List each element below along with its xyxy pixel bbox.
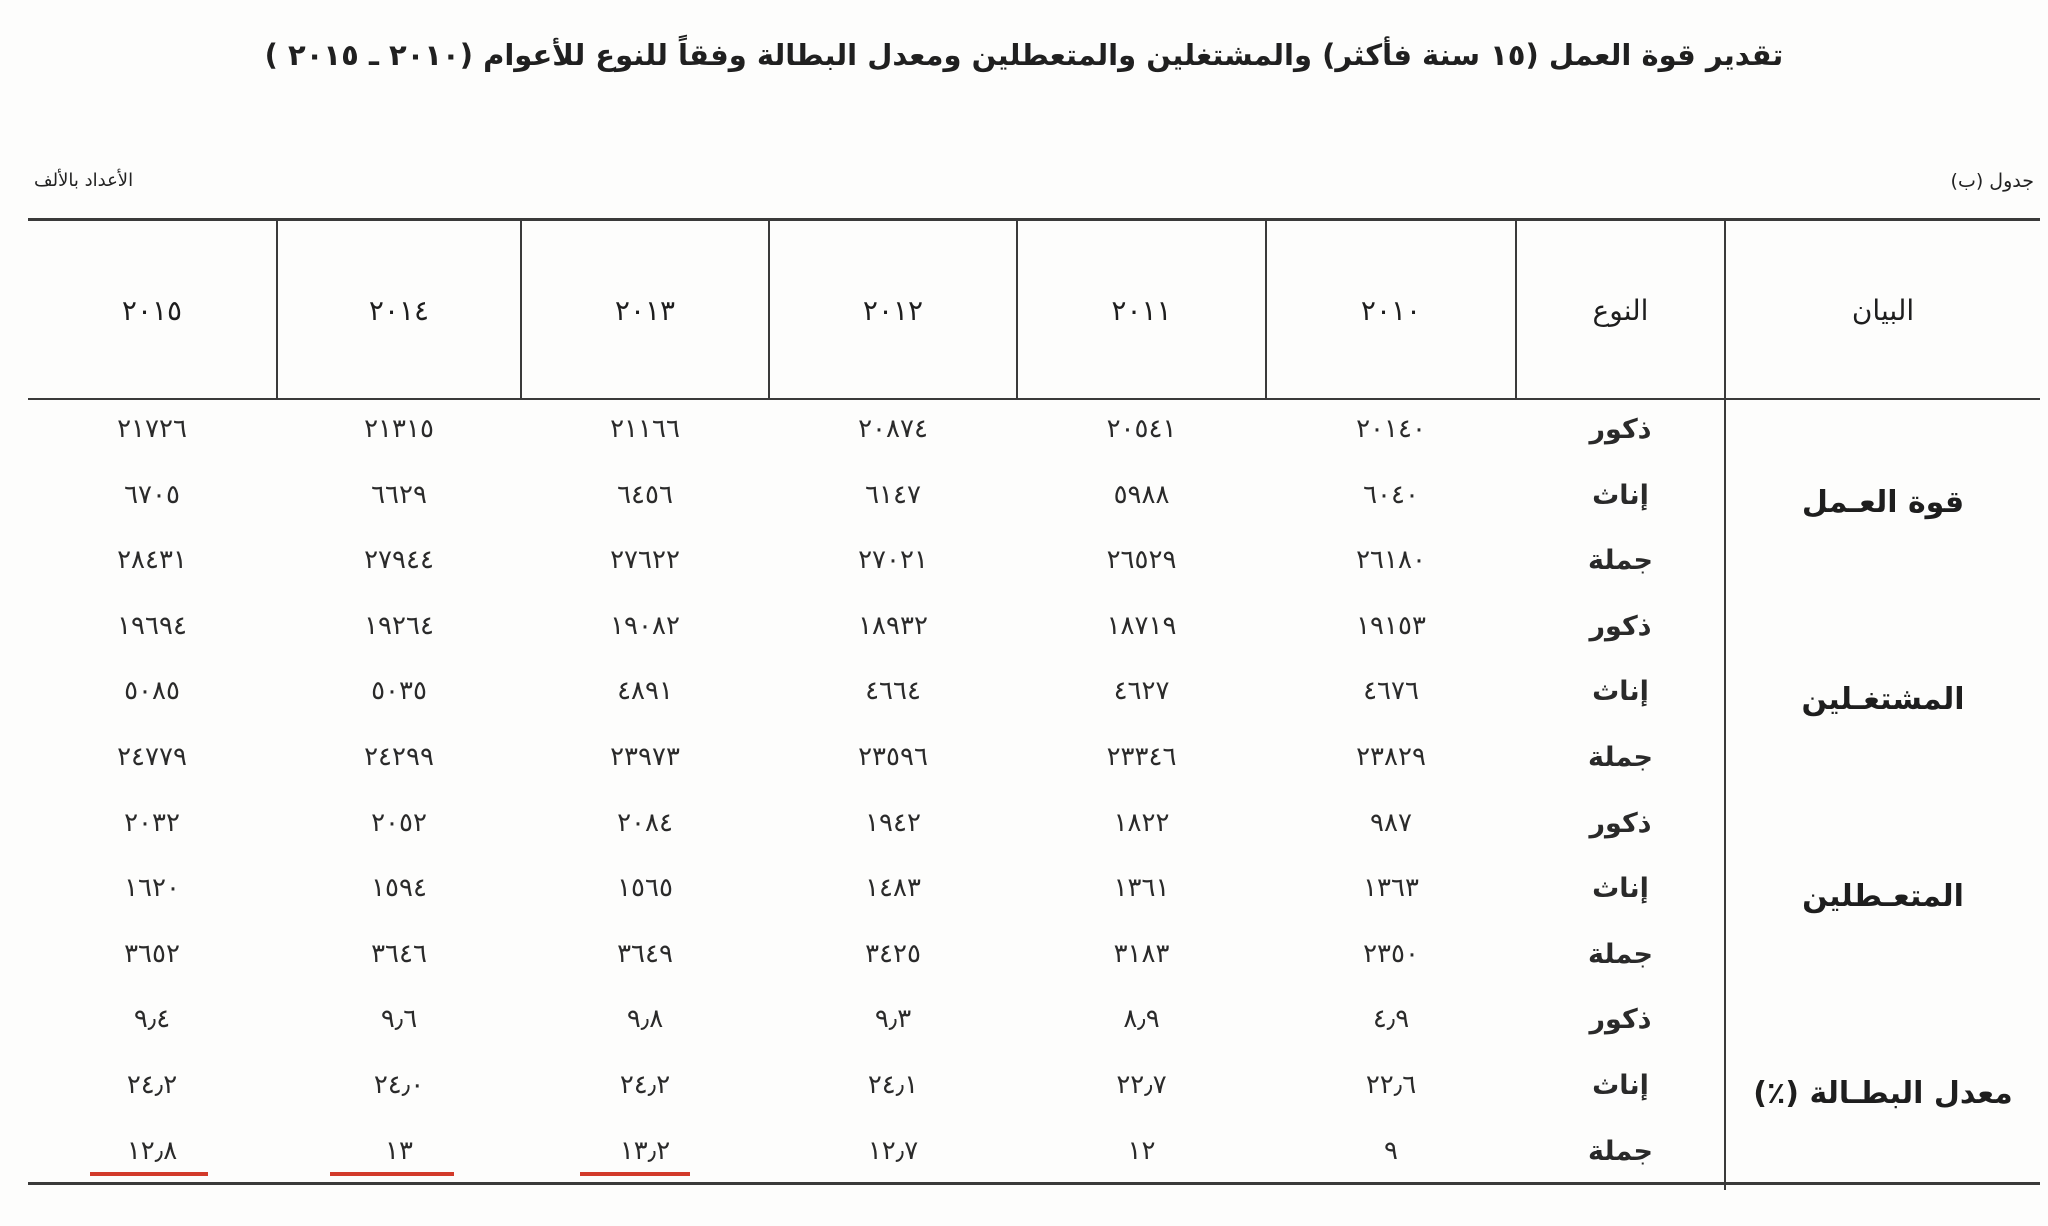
gender-cell: جملة (1588, 1135, 1653, 1167)
category-labor-force: قوة العـمل (1801, 485, 1965, 520)
table-cell: ٣٦٥٢ (124, 939, 180, 969)
table-cell: ١٣ (385, 1136, 413, 1166)
table-cell: ٢٤٫٠ (373, 1070, 425, 1100)
category-unemployment-rate: معدل البطـالة (٪) (1753, 1076, 2013, 1111)
table-cell: ٢١٧٢٦ (117, 414, 187, 444)
table-cell: ٢٠٣٢ (124, 808, 180, 838)
table-cell: ٢٤٢٩٩ (364, 742, 434, 772)
table-cell: ١٤٨٣ (865, 873, 921, 903)
table-cell: ٨٫٩ (1123, 1004, 1160, 1034)
table-cell: ١٣٦٣ (1363, 873, 1419, 903)
table-cell: ٢٣٣٤٦ (1106, 742, 1177, 772)
table-cell: ١٦٢٠ (124, 873, 180, 903)
table-cell: ٤٨٩١ (617, 676, 673, 706)
table-cell: ١٩١٥٣ (1356, 611, 1426, 641)
table-cell: ٩٫٤ (133, 1004, 171, 1034)
table-cell: ٢١٣١٥ (364, 414, 434, 444)
header-gender: النوع (1592, 293, 1649, 327)
gender-cell: ذكور (1589, 610, 1652, 642)
table-cell: ٥٠٨٥ (124, 676, 180, 706)
header-year-2013: ٢٠١٣ (614, 293, 676, 327)
table-cell: ٢٠١٤٠ (1356, 414, 1426, 444)
table-cell: ٦٤٥٦ (617, 480, 673, 510)
table-cell: ٤٦٢٧ (1113, 676, 1170, 706)
table-cell: ٤٦٧٦ (1363, 676, 1419, 706)
table-cell: ٣١٨٣ (1113, 939, 1170, 969)
table-cell: ٢٢٫٧ (1116, 1070, 1167, 1100)
table-cell: ١٥٦٥ (617, 873, 673, 903)
table-cell: ٦١٤٧ (865, 480, 921, 510)
table-cell: ٢٠٥٢ (371, 808, 427, 838)
header-year-2015: ٢٠١٥ (121, 293, 183, 327)
table-cell: ١٨٧١٩ (1106, 611, 1177, 641)
header-bottom-rule (28, 398, 2040, 400)
table-cell: ٥٩٨٨ (1113, 480, 1170, 510)
table-cell: ٢٠٨٤ (617, 808, 673, 838)
header-statement: البيان (1851, 293, 1915, 327)
table-cell: ٤٦٦٤ (865, 676, 921, 706)
table-cell: ٩٫٦ (380, 1004, 418, 1034)
gender-cell: جملة (1588, 741, 1653, 773)
header-year-2012: ٢٠١٢ (862, 293, 924, 327)
gender-cell: جملة (1588, 544, 1653, 576)
table-cell: ٤٫٩ (1372, 1004, 1410, 1034)
gender-cell: إناث (1592, 872, 1649, 904)
table-cell: ٢٠٥٤١ (1106, 414, 1177, 444)
table-cell: ١٢٫٧ (867, 1136, 919, 1166)
table-cell: ٢٦١٨٠ (1356, 545, 1426, 575)
table-cell: ٢٨٤٣١ (117, 545, 187, 575)
gender-cell: ذكور (1589, 807, 1652, 839)
gender-cell: ذكور (1589, 413, 1652, 445)
table-cell: ٢٣٨٢٩ (1356, 742, 1426, 772)
table-cell: ٣٤٢٥ (865, 939, 921, 969)
header-year-2014: ٢٠١٤ (368, 293, 430, 327)
table-cell: ١٣٫٢ (619, 1136, 671, 1166)
category-unemployed: المتعـطلين (1802, 879, 1964, 914)
table-cell: ٢٤٫١ (867, 1070, 919, 1100)
highlight-underline-2014 (330, 1172, 454, 1176)
table-cell: ٢١١٦٦ (610, 414, 680, 444)
table-cell: ٢٠٨٧٤ (858, 414, 928, 444)
table-cell: ٣٦٤٦ (371, 939, 427, 969)
gender-cell: ذكور (1589, 1003, 1652, 1035)
table-cell: ١٢ (1127, 1136, 1156, 1166)
table-cell: ١٩٢٦٤ (364, 611, 434, 641)
table-cell: ٢٤٫٢ (126, 1070, 178, 1100)
table-cell: ٦٦٢٩ (371, 480, 427, 510)
gender-cell: إناث (1592, 1069, 1649, 1101)
header-year-2011: ٢٠١١ (1111, 293, 1172, 327)
table-cell: ٦٧٠٥ (124, 480, 180, 510)
table-cell: ٩ (1384, 1136, 1398, 1166)
highlight-underline-2013 (580, 1172, 690, 1176)
table-cell: ٢٣٥٠ (1363, 939, 1419, 969)
table-cell: ٢٤٫٢ (619, 1070, 671, 1100)
table-cell: ١٩٠٨٢ (610, 611, 680, 641)
table-cell: ٢٦٥٢٩ (1106, 545, 1177, 575)
table-cell: ٩٫٨ (626, 1004, 664, 1034)
table-cell: ١٩٦٩٤ (117, 611, 187, 641)
table-cell: ٢٣٩٧٣ (610, 742, 680, 772)
highlight-underline-2015 (90, 1172, 208, 1176)
table-cell: ٥٠٣٥ (371, 676, 427, 706)
table-cell: ١٩٤٢ (865, 808, 921, 838)
table-cell: ١٨٢٢ (1113, 808, 1170, 838)
gender-cell: إناث (1592, 479, 1649, 511)
table-cell: ١٣٦١ (1113, 873, 1170, 903)
table-label: جدول (ب) (1950, 170, 2034, 192)
category-employed: المشتغـلين (1801, 682, 1965, 717)
table-cell: ٢٢٫٦ (1365, 1070, 1417, 1100)
table-top-rule (28, 218, 2040, 221)
table-cell: ١٢٫٨ (126, 1136, 178, 1166)
table-cell: ٢٧٠٢١ (858, 545, 928, 575)
table-cell: ٢٤٧٧٩ (117, 742, 187, 772)
page-title: تقدير قوة العمل (١٥ سنة فأكثر) والمشتغلين والمتعطلين ومعدل البطالة وفقاً للنوع للأعوام (٢٠١٠ ـ ٢٠١٥ ) (264, 38, 1784, 72)
table-cell: ١٥٩٤ (371, 873, 427, 903)
table-cell: ٣٦٤٩ (617, 939, 673, 969)
table-cell: ٢٧٩٤٤ (364, 545, 434, 575)
table-cell: ٦٠٤٠ (1363, 480, 1419, 510)
units-label: الأعداد بالألف (34, 170, 134, 191)
header-year-2010: ٢٠١٠ (1360, 293, 1422, 327)
table-cell: ٢٧٦٢٢ (610, 545, 680, 575)
table-cell: ٩٫٣ (874, 1004, 912, 1034)
gender-cell: جملة (1588, 938, 1653, 970)
gender-cell: إناث (1592, 675, 1649, 707)
table-cell: ٩٨٧ (1370, 808, 1412, 838)
table-cell: ١٨٩٣٢ (858, 611, 928, 641)
table-cell: ٢٣٥٩٦ (858, 742, 928, 772)
